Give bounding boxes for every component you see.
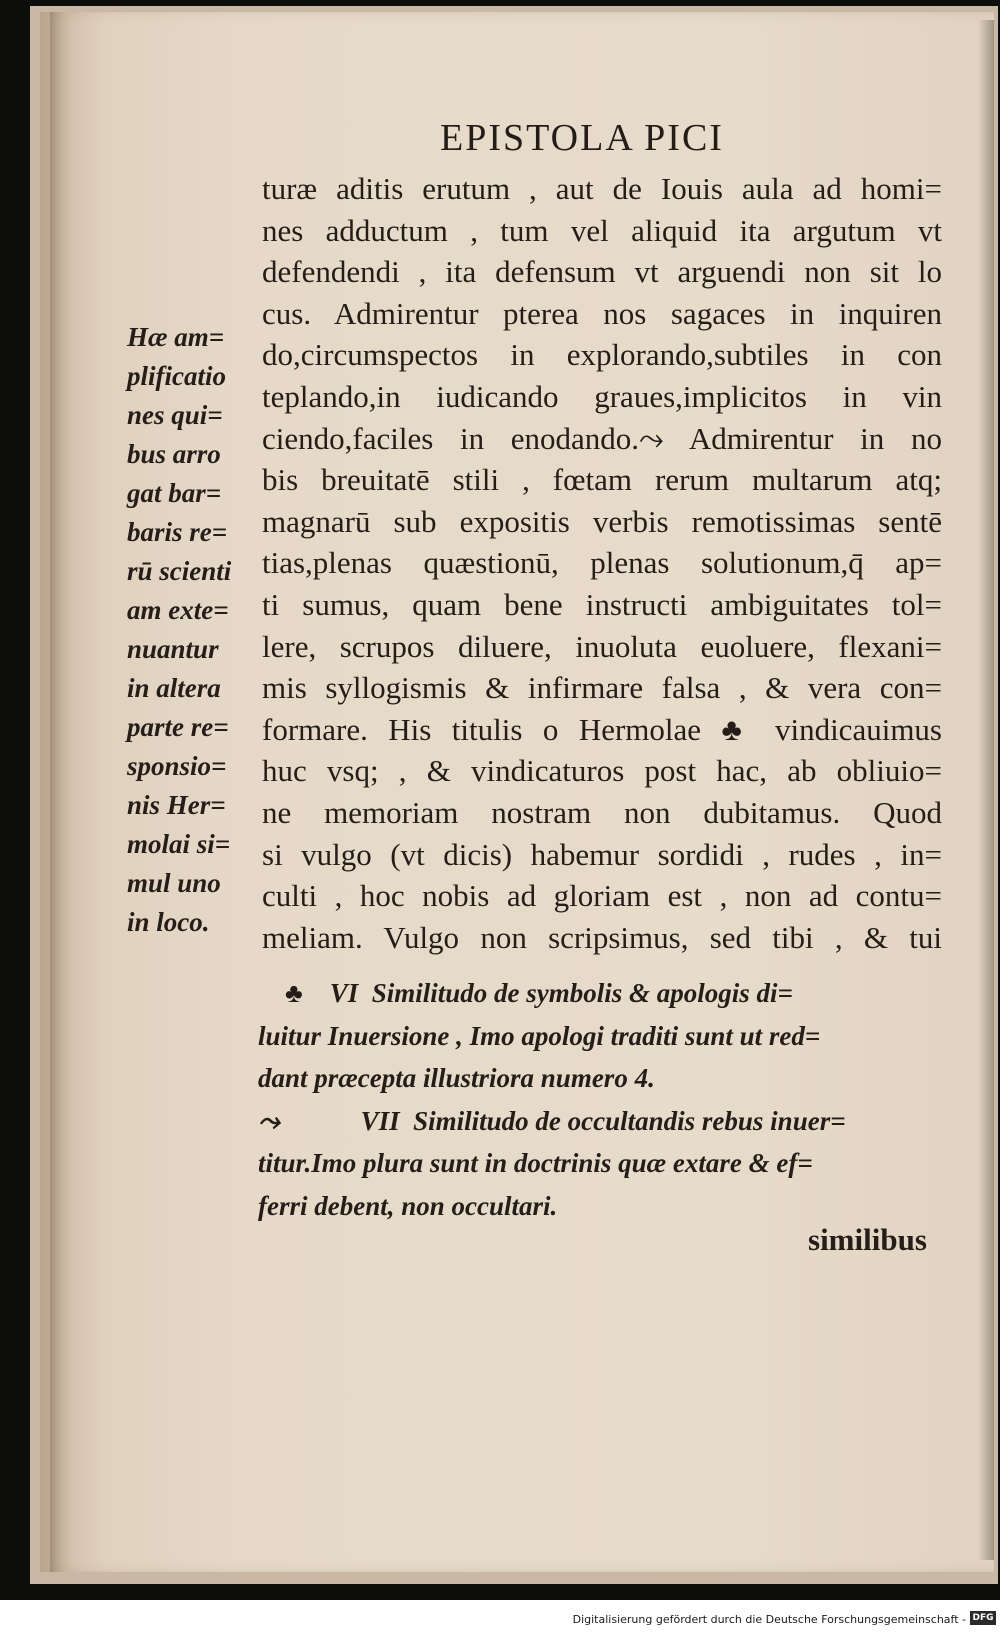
summary-notes [258,972,948,1227]
margin-line: gat bar= [127,478,222,508]
margin-line: nes qui= [127,400,223,430]
text-line: nes adductum , tum vel aliquid ita argutum vt [262,212,942,248]
margin-line: molai si= [127,829,231,859]
main-text-block [262,168,942,958]
text-line: ti sumus, quam bene instructi ambiguitates tol= [262,586,942,622]
margin-line: parte re= [127,712,229,742]
margin-line: bus arro [127,439,221,469]
margin-line: am exte= [127,595,229,625]
text-line: si vulgo (vt dicis) habemur sordidi , rudes , in= [262,836,942,872]
text-line: lere, scrupos diluere, inuoluta euoluere, flexani= [262,628,942,664]
text-line: ciendo,faciles in enodando.⤳ Admirentur in no [262,420,942,456]
margin-line: nuantur [127,634,219,664]
margin-line: in loco. [127,907,210,937]
text-line: do,circumspectos in explorando,subtiles in con [262,337,942,373]
page-shadow [978,20,994,1560]
catchword: similibus [808,1222,927,1257]
text-line: meliam. Vulgo non scripsimus, sed tibi , & tui [262,919,942,955]
margin-line: Hæ am= [127,322,225,352]
text-line: tias,plenas quæstionū, plenas solutionum,q̄ ap= [262,545,942,581]
text-line: culti , hoc nobis ad gloriam est , non ad contu= [262,878,942,914]
text-line: cus. Admirentur pterea nos sagaces in inquiren [262,295,942,331]
text-line: teplando,in iudicando graues,implicitos in vin [262,378,942,414]
summary-line: luitur Inuersione , Imo apologi traditi sunt ut red= [258,1020,821,1051]
text-line: turæ aditis erutum , aut de Iouis aula ad homi= [262,171,942,206]
margin-line: plificatio [127,361,226,391]
summary-line: titur.Imo plura sunt in doctrinis quæ extare & ef= [258,1148,813,1178]
footer-credit: Digitalisierung gefördert durch die Deutsche Forschungsgemeinschaft - [572,1613,966,1626]
text-line: ne memoriam nostram non dubitamus. Quod [262,794,942,830]
footer-bar [0,1600,1000,1638]
text-line: huc vsq; , & vindicaturos post hac, ab obliuio= [262,753,942,789]
margin-line: sponsio= [127,751,227,781]
text-line: bis breuitatē stili , fœtam rerum multarum atq; [262,462,942,498]
text-line: formare. His titulis o Hermolae ♣ vindicauimus [262,711,942,747]
summary-line: ♣ VI Similitudo de symbolis & apologis di= [258,978,793,1008]
dfg-logo: DFG [970,1611,996,1625]
running-head: EPISTOLA PICI [440,117,724,159]
text-line: magnarū sub expositis verbis remotissimas sentē [262,503,942,539]
marginal-note [127,318,255,942]
margin-line: in altera [127,673,221,703]
summary-line: ferri debent, non occultari. [258,1190,558,1221]
summary-line: ⤳ VII Similitudo de occultandis rebus inuer= [258,1105,846,1136]
margin-line: rū scienti [127,556,232,586]
text-line: defendendi , ita defensum vt arguendi non sit lo [262,254,942,290]
summary-line: dant præcepta illustriora numero 4. [258,1063,655,1093]
margin-line: nis Her= [127,790,226,820]
text-line: mis syllogismis & infirmare falsa , & vera con= [262,670,942,706]
margin-line: mul uno [127,868,221,898]
margin-line: baris re= [127,517,228,547]
